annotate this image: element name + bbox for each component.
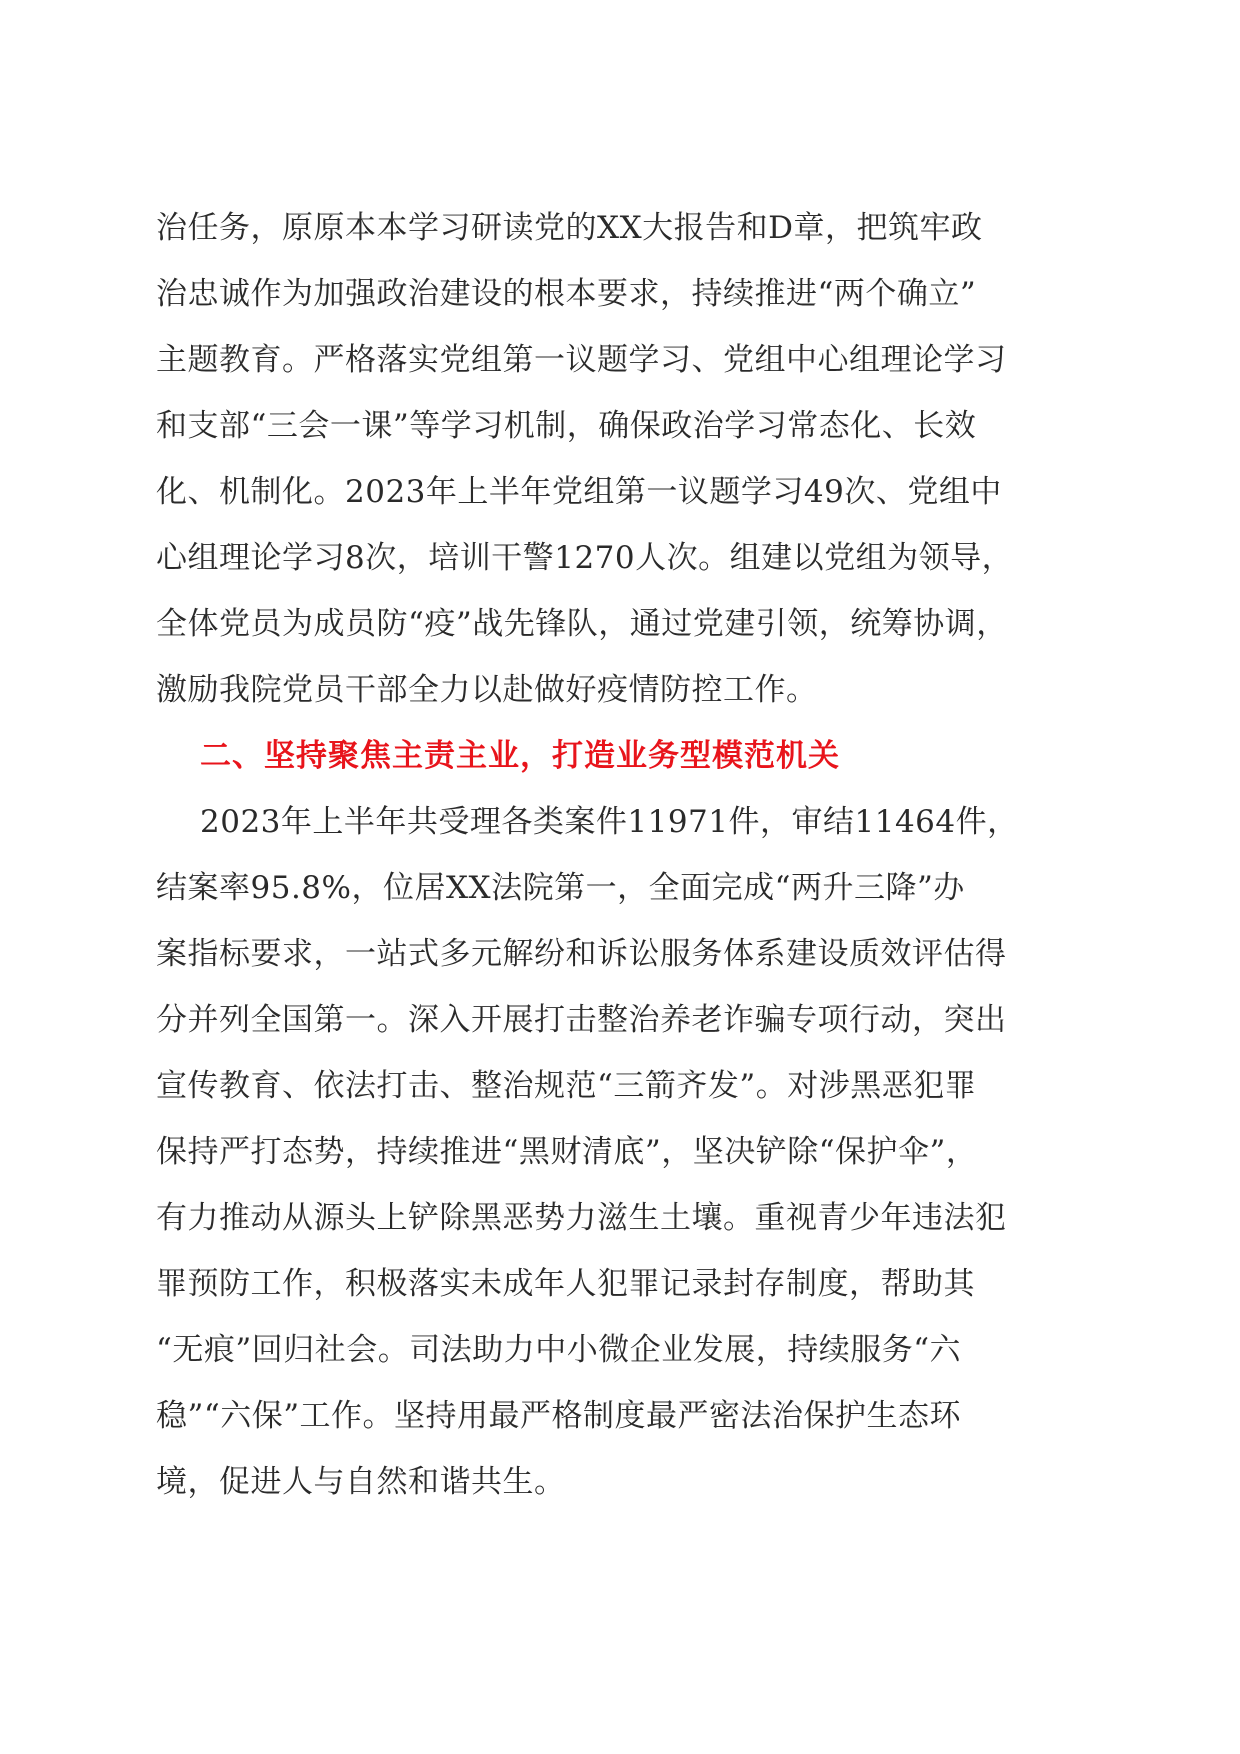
paragraph2-line-10: 稳”“六保”工作。坚持用最严格制度最严密法治保护生态环: [156, 1398, 962, 1434]
paragraph2-line-8: 罪预防工作，积极落实未成年人犯罪记录封存制度，帮助其: [156, 1266, 975, 1302]
paragraph2-line-11: 境，促进人与自然和谐共生。: [156, 1464, 566, 1500]
section-heading: 二、坚持聚焦主责主业，打造业务型模范机关: [200, 738, 840, 774]
paragraph1-line-6: 心组理论学习8次，培训干警1270人次。组建以党组为领导，: [156, 540, 1014, 576]
paragraph1-line-4: 和支部“三会一课”等学习机制，确保政治学习常态化、长效: [156, 408, 977, 444]
paragraph2-line-6: 保持严打态势，持续推进“黑财清底”，坚决铲除“保护伞”，: [156, 1134, 978, 1170]
paragraph2-line-5: 宣传教育、依法打击、整治规范“三箭齐发”。对涉黑恶犯罪: [156, 1068, 977, 1104]
paragraph2-line-2: 结案率95.8%，位居XX法院第一，全面完成“两升三降”办: [156, 870, 965, 906]
paragraph2-line-3: 案指标要求，一站式多元解纷和诉讼服务体系建设质效评估得: [156, 936, 1007, 972]
paragraph1-line-3: 主题教育。严格落实党组第一议题学习、党组中心组理论学习: [156, 342, 1007, 378]
paragraph1-line-1: 治任务，原原本本学习研读党的XX大报告和D章，把筑牢政: [156, 210, 983, 246]
paragraph1-line-7: 全体党员为成员防“疫”战先锋队，通过党建引领，统筹协调，: [156, 606, 1008, 642]
paragraph1-line-2: 治忠诚作为加强政治建设的根本要求，持续推进“两个确立”: [156, 276, 977, 312]
paragraph2-line-7: 有力推动从源头上铲除黑恶势力滋生土壤。重视青少年违法犯: [156, 1200, 1007, 1236]
paragraph2-line-9: “无痕”回归社会。司法助力中小微企业发展，持续服务“六: [156, 1332, 962, 1368]
paragraph2-line-1: 2023年上半年共受理各类案件11971件，审结11464件，: [200, 804, 1019, 840]
paragraph1-line-5: 化、机制化。2023年上半年党组第一议题学习49次、党组中: [156, 474, 1002, 510]
paragraph1-line-8: 激励我院党员干部全力以赴做好疫情防控工作。: [156, 672, 818, 708]
paragraph2-line-4: 分并列全国第一。深入开展打击整治养老诈骗专项行动，突出: [156, 1002, 1007, 1038]
